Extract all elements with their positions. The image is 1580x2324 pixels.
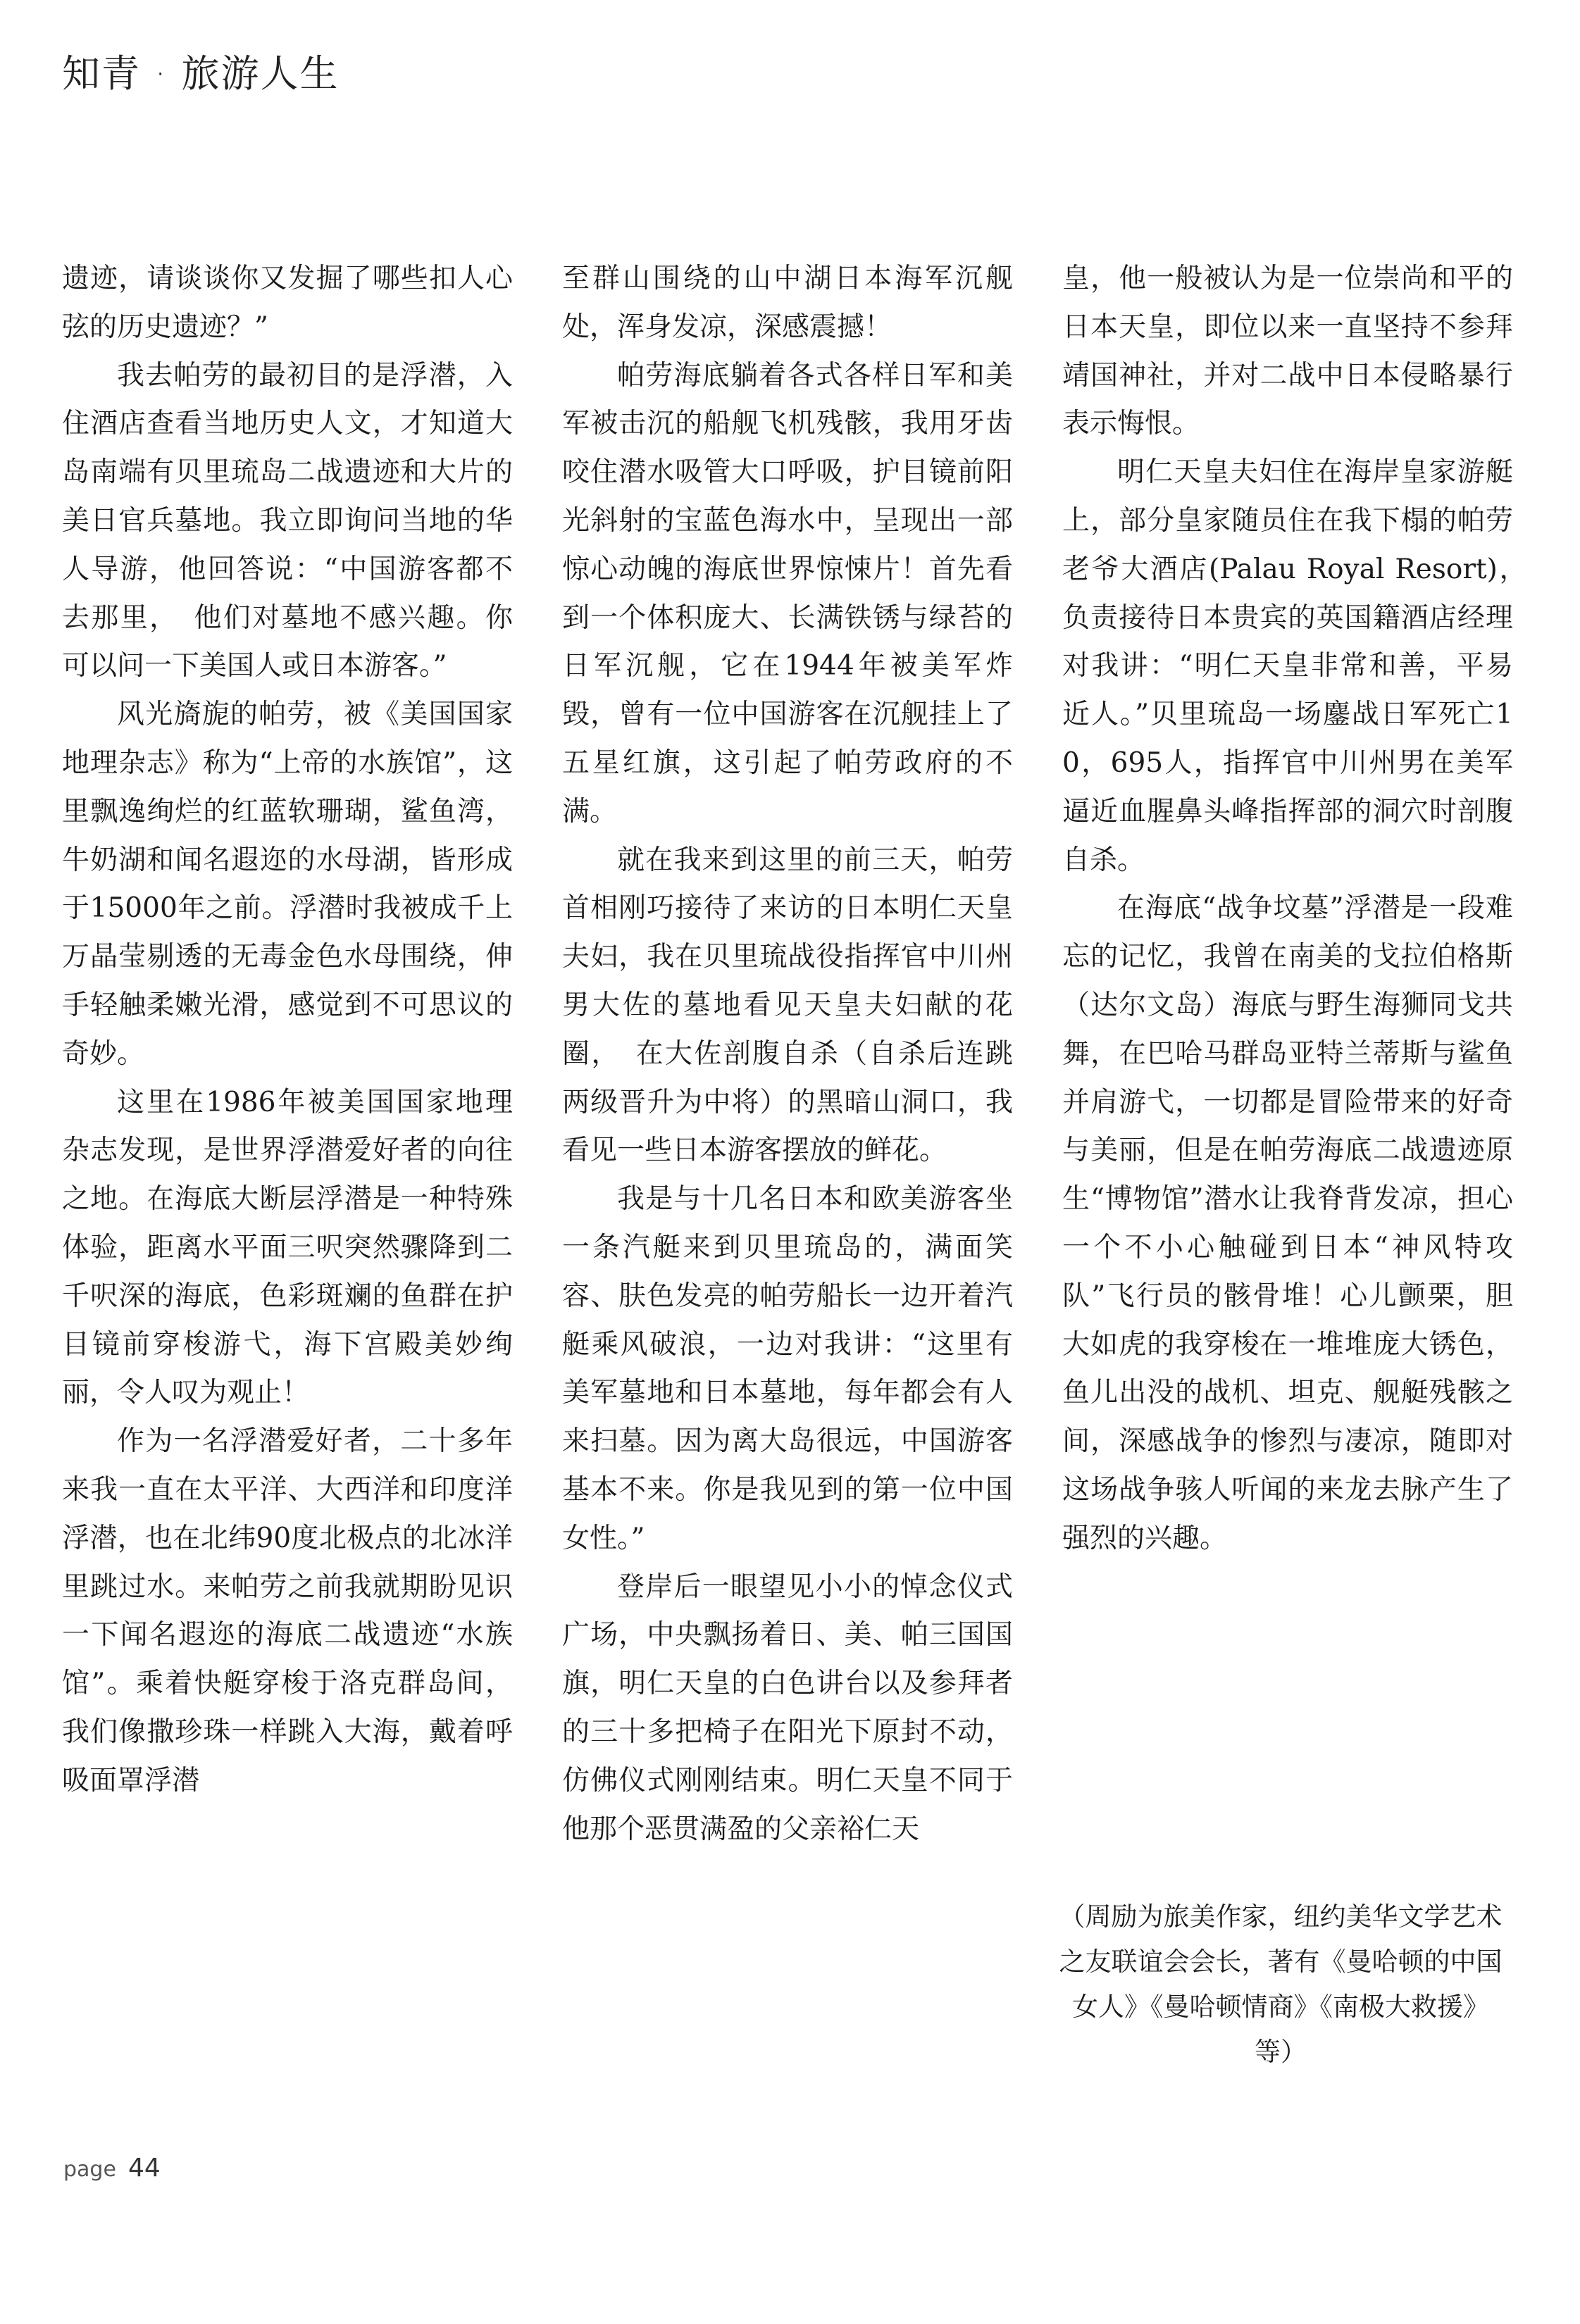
page-footer <box>63 2154 161 2182</box>
paragraph: 明仁天皇夫妇住在海岸皇家游艇上，部分皇家随员住在我下榻的帕劳老爷大酒店(Palau Royal Resort)， 负责接待日本贵宾的英国籍酒店经理对我讲：“明仁天皇非常和善，平易近人。”贝里琉岛一场鏖战日军死亡10，695人，指挥官中川州男在美军逼近血腥鼻头峰指挥部的洞穴时剖腹自杀。 <box>1062 456 1541 876</box>
section-header: 知青 · 旅游人生 <box>62 51 340 96</box>
article-column-2 <box>562 255 1013 1854</box>
page-label: page <box>63 2157 116 2182</box>
paragraph: 这里在1986年被美国国家地理杂志发现，是世界浮潜爱好者的向往之地。在海底大断层浮潜是一种特殊体验，距离水平面三呎突然骤降到二千呎深的海底，色彩斑斓的鱼群在护目镜前穿梭游弋，海下宫殿美妙绚丽，令人叹为观止！ <box>62 1086 513 1409</box>
paragraph: 我是与十几名日本和欧美游客坐一条汽艇来到贝里琉岛的，满面笑容、肤色发亮的帕劳船长一边开着汽艇乘风破浪，一边对我讲：“这里有美军墓地和日本墓地，每年都会有人来扫墓。因为离大岛很远，中国游客基本不来。你是我见到的第一位中国女性。” <box>562 1183 1013 1554</box>
paragraph: 皇，他一般被认为是一位崇尚和平的日本天皇，即位以来一直坚持不参拜靖国神社，并对二战中日本侵略暴行表示悔恨。 <box>1062 263 1513 440</box>
page-number: 44 <box>128 2154 161 2182</box>
paragraph: 我去帕劳的最初目的是浮潜，入住酒店查看当地历史人文，才知道大岛南端有贝里琉岛二战遗迹和大片的美日官兵墓地。我立即询问当地的华人导游，他回答说：“中国游客都不去那里， 他们对墓地不感兴趣。你可以问一下美国人或日本游客。” <box>62 359 513 682</box>
article-column-1 <box>62 255 513 1806</box>
paragraph: 在海底“战争坟墓”浮潜是一段难忘的记忆，我曾在南美的戈拉伯格斯（达尔文岛）海底与野生海狮同戈共舞，在巴哈马群岛亚特兰蒂斯与鲨鱼并肩游弋，一切都是冒险带来的好奇与美丽，但是在帕劳海底二战遗迹原生“博物馆”潜水让我脊背发凉，担心一个不小心触碰到日本“神风特攻队”飞行员的骸骨堆！心儿颤栗，胆大如虎的我穿梭在一堆堆庞大锈色，鱼儿出没的战机、坦克、舰艇残骸之间，深感战争的惨烈与凄凉，随即对这场战争骇人听闻的来龙去脉产生了强烈的兴趣。 <box>1062 892 1513 1554</box>
paragraph: 至群山围绕的山中湖日本海军沉舰处，浑身发凉，深感震撼！ <box>562 263 1013 343</box>
paragraph: 遗迹，请谈谈你又发掘了哪些扣人心弦的历史遗迹？” <box>62 263 513 343</box>
author-bio: （周励为旅美作家，纽约美华文学艺术之友联谊会会长，著有《曼哈顿的中国女人》《曼哈顿情商》《南极大救援》等） <box>1059 1901 1503 2067</box>
paragraph: 风光旖旎的帕劳，被《美国国家地理杂志》称为“上帝的水族馆”，这里飘逸绚烂的红蓝软珊瑚，鲨鱼湾，牛奶湖和闻名遐迩的水母湖，皆形成于15000年之前。浮潜时我被成千上万晶莹剔透的无毒金色水母围绕，伸手轻触柔嫩光滑，感觉到不可思议的奇妙。 <box>62 699 513 1070</box>
paragraph: 就在我来到这里的前三天，帕劳首相刚巧接待了来访的日本明仁天皇夫妇，我在贝里琉战役指挥官中川州男大佐的墓地看见天皇夫妇献的花圈， 在大佐剖腹自杀（自杀后连跳两级晋升为中将）的黑暗山洞口，我看见一些日本游客摆放的鲜花。 <box>562 844 1013 1167</box>
article-column-3 <box>1062 255 1541 1563</box>
paragraph: 作为一名浮潜爱好者，二十多年来我一直在太平洋、大西洋和印度洋浮潜，也在北纬90度北极点的北冰洋里跳过水。来帕劳之前我就期盼见识一下闻名遐迩的海底二战遗迹“水族馆”。乘着快艇穿梭于洛克群岛间，我们像撒珍珠一样跳入大海，戴着呼吸面罩浮潜 <box>62 1425 513 1797</box>
paragraph: 帕劳海底躺着各式各样日军和美军被击沉的船舰飞机残骸，我用牙齿咬住潜水吸管大口呼吸，护目镜前阳光斜射的宝蓝色海水中，呈现出一部惊心动魄的海底世界惊悚片！首先看到一个体积庞大、长满铁锈与绿苔的日军沉舰，它在1944年被美军炸毁，曾有一位中国游客在沉舰挂上了五星红旗，这引起了帕劳政府的不满。 <box>562 359 1013 827</box>
paragraph: 登岸后一眼望见小小的悼念仪式广场，中央飘扬着日、美、帕三国国旗，明仁天皇的白色讲台以及参拜者的三十多把椅子在阳光下原封不动，仿佛仪式刚刚结束。明仁天皇不同于他那个恶贯满盈的父亲裕仁天 <box>562 1570 1013 1845</box>
